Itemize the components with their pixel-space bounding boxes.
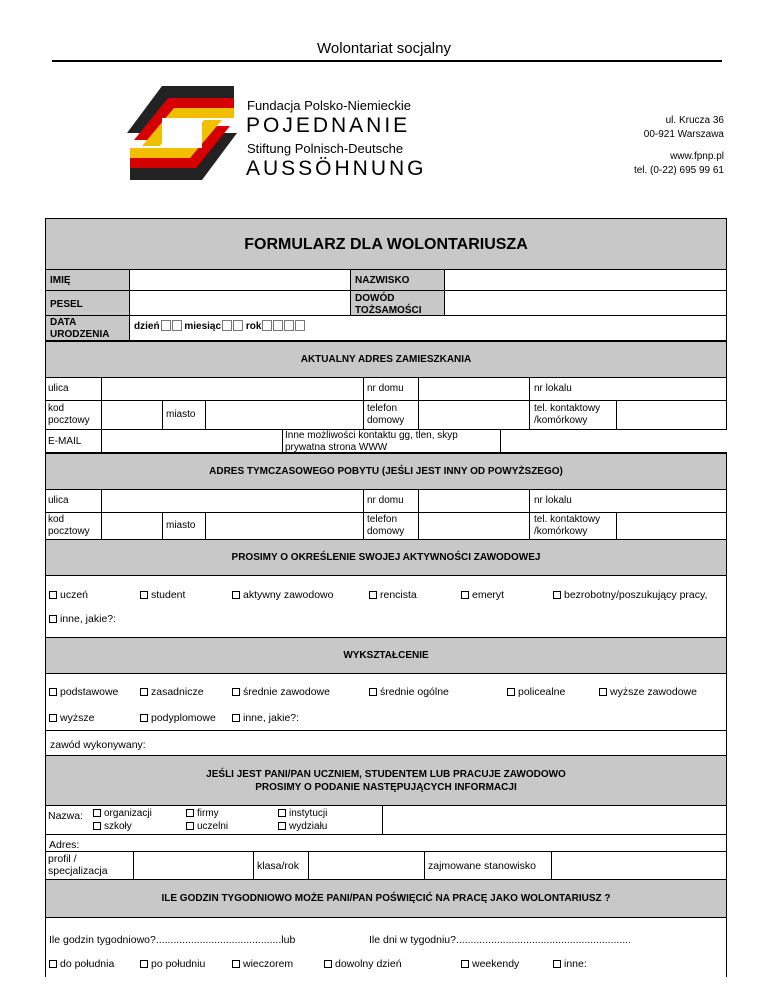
pesel-label: PESEL (50, 299, 83, 310)
checkbox-icon (140, 688, 148, 696)
opt-label: inne, jakie?: (60, 613, 117, 625)
opt-emeryt[interactable] (461, 589, 504, 601)
checkbox-icon (278, 822, 286, 830)
opt-wieczorem[interactable] (232, 958, 293, 970)
year-box[interactable] (273, 320, 283, 331)
opt-label: emeryt (472, 589, 505, 601)
sec2-nrdomu-label: nr domu (367, 495, 404, 506)
header-rule (52, 60, 722, 62)
nazwisko-label: NAZWISKO (355, 275, 410, 286)
checkbox-icon (140, 960, 148, 968)
opt-label: wydziału (289, 821, 328, 832)
sec3-header: PROSIMY O OKREŚLENIE SWOJEJ AKTYWNOŚCI ZAWODOWEJ (45, 539, 727, 576)
opt-label: inne: (564, 958, 587, 970)
profil-field[interactable] (133, 851, 254, 880)
sec1-nrdomu-field[interactable] (418, 377, 530, 401)
sec2-miasto-label: miasto (166, 520, 196, 531)
opt-label: aktywny zawodowo (243, 589, 334, 601)
opt-label: firmy (197, 808, 219, 819)
zawod-field[interactable] (45, 730, 727, 756)
rok-label: rok (245, 321, 262, 332)
sec6-header: ILE GODZIN TYGODNIOWO MOŻE PANI/PAN POŚWIĘCIĆ NA PRACĘ JAKO WOLONTARIUSZ ? (45, 879, 727, 918)
checkbox-icon (49, 591, 57, 599)
dzien-label: dzień (134, 321, 160, 332)
opt-dowolny-dzien[interactable] (324, 958, 402, 970)
sec2-teldom-field[interactable] (418, 512, 530, 540)
address-phone: tel. (0-22) 695 99 61 (633, 165, 724, 176)
checkbox-icon (49, 714, 57, 722)
opt-organizacji[interactable] (93, 808, 152, 819)
sec1-kod-field[interactable] (101, 400, 163, 430)
opt-srednie-zawodowe[interactable] (232, 686, 330, 698)
opt-wydzialu[interactable] (278, 821, 327, 832)
logo-line2: POJEDNANIE (246, 114, 411, 137)
opt-do-poludnia[interactable] (49, 958, 114, 970)
opt-weekendy[interactable] (461, 958, 519, 970)
address-street: ul. Krucza 36 (665, 115, 724, 126)
nazwisko-field[interactable] (444, 269, 727, 291)
opt-label: podstawowe (60, 686, 119, 698)
sec1-telkont-field[interactable] (616, 400, 727, 430)
sec2-kod-field[interactable] (101, 512, 163, 540)
sec1-email-field[interactable] (101, 429, 283, 453)
pesel-label-cell (45, 290, 130, 316)
opt-wyzsze[interactable] (49, 712, 94, 724)
opt-rencista[interactable] (369, 589, 417, 601)
opt-policealne[interactable] (507, 686, 565, 698)
sec1-telkont-label: tel. kontaktowy /komórkowy (534, 403, 601, 426)
opt-wyzsze-zawodowe[interactable] (599, 686, 697, 698)
year-box[interactable] (284, 320, 294, 331)
checkbox-icon (186, 809, 194, 817)
checkbox-icon (553, 960, 561, 968)
sec2-telkont-field[interactable] (616, 512, 727, 540)
opt-label: instytucji (289, 808, 328, 819)
opt-label: student (151, 589, 186, 601)
sec5-title2: PROSIMY O PODANIE NASTĘPUJĄCYCH INFORMACJI (255, 781, 517, 793)
opt-srednie-ogolne[interactable] (369, 686, 449, 698)
miesiac-label: miesiąc (184, 321, 222, 332)
checkbox-icon (49, 688, 57, 696)
opt-label: inne, jakie?: (243, 712, 300, 724)
dni-field[interactable]: Ile dni w tygodniu?............................................................ (369, 934, 632, 946)
logo-line4: AUSSÖHNUNG (246, 157, 427, 180)
opt-label: wyższe zawodowe (610, 686, 697, 698)
checkbox-icon (186, 822, 194, 830)
month-box[interactable] (222, 320, 232, 331)
opt-inne-czas[interactable] (553, 958, 587, 970)
sec1-miasto-label: miasto (166, 409, 196, 420)
sec1-nrlokalu-label: nr lokalu (534, 383, 572, 394)
checkbox-icon (507, 688, 515, 696)
dowod-field[interactable] (444, 290, 727, 316)
checkbox-icon (324, 960, 332, 968)
sec2-telkont-label: tel. kontaktowy /komórkowy (534, 514, 601, 537)
sec1-ulica-label: ulica (48, 383, 69, 394)
opt-podstawowe[interactable] (49, 686, 118, 698)
opt-label: do południa (60, 958, 115, 970)
adres-field[interactable] (45, 834, 727, 852)
opt-label: wyższe (60, 712, 95, 724)
checkbox-icon (369, 591, 377, 599)
stanowisko-field[interactable] (551, 851, 727, 880)
data-ur-label: DATA URODZENIA (50, 317, 110, 340)
checkbox-icon (140, 714, 148, 722)
opt-label: weekendy (472, 958, 520, 970)
dowod-label: DOWÓD TOŻSAMOŚCI (355, 293, 422, 316)
opt-label: organizacji (104, 808, 152, 819)
day-box[interactable] (172, 320, 182, 331)
opt-label: policealne (518, 686, 566, 698)
stanowisko-label: zajmowane stanowisko (428, 860, 536, 872)
sec1-email-label: E-MAIL (48, 436, 82, 447)
sec5-header (45, 755, 727, 806)
sec2-ulica-field[interactable] (101, 489, 364, 513)
opt-label: wieczorem (243, 958, 294, 970)
opt-label: podyplomowe (151, 712, 216, 724)
year-box[interactable] (262, 320, 272, 331)
imie-label: IMIĘ (50, 275, 71, 286)
imie-label-cell (45, 269, 130, 291)
opt-inne-wyksztalcenie[interactable] (232, 712, 299, 724)
logo-line3: Stiftung Polnisch-Deutsche (247, 141, 404, 156)
sec3-body (45, 575, 727, 638)
checkbox-icon (49, 615, 57, 623)
checkbox-icon (93, 822, 101, 830)
sec2-miasto-field[interactable] (205, 512, 364, 540)
zawod-label: zawód wykonywany: (50, 739, 146, 751)
opt-label: dowolny dzień (335, 958, 402, 970)
opt-label: po południu (151, 958, 206, 970)
data-ur-label-cell (45, 315, 130, 341)
dowod-label-cell (350, 290, 445, 316)
opt-aktywny[interactable] (232, 589, 333, 601)
opt-po-poludniu[interactable] (140, 958, 205, 970)
checkbox-icon (232, 591, 240, 599)
birth-date-field (129, 315, 727, 341)
opt-label: zasadnicze (151, 686, 204, 698)
checkbox-icon (93, 809, 101, 817)
checkbox-icon (278, 809, 286, 817)
logo-line1: Fundacja Polsko-Niemieckie (247, 98, 412, 113)
day-box[interactable] (161, 320, 171, 331)
imie-field[interactable] (129, 269, 351, 291)
sec1-kod-label: kod pocztowy (48, 403, 90, 426)
birth-date-parts (134, 320, 305, 333)
checkbox-icon (461, 591, 469, 599)
opt-label: rencista (380, 589, 417, 601)
sec1-teldom-label: telefon domowy (367, 403, 405, 426)
checkbox-icon (461, 960, 469, 968)
nazwa-label: Nazwa: (48, 810, 84, 822)
opt-label: średnie ogólne (380, 686, 449, 698)
sec2-teldom-label: telefon domowy (367, 514, 405, 537)
sec2-kod-label: kod pocztowy (48, 514, 90, 537)
opt-uczelni[interactable] (186, 821, 228, 832)
foundation-address (634, 114, 724, 178)
foundation-logo (122, 78, 242, 188)
sec2-nrlokalu-label: nr lokalu (534, 495, 572, 506)
opt-label: uczeń (60, 589, 89, 601)
checkbox-icon (140, 591, 148, 599)
checkbox-icon (232, 960, 240, 968)
logo-emblem-icon (122, 78, 242, 188)
checkbox-icon (49, 960, 57, 968)
sec2-nrdomu-field[interactable] (418, 489, 530, 513)
opt-instytucji[interactable] (278, 808, 327, 819)
godziny-field[interactable]: Ile godzin tygodniowo?...........................................lub (49, 934, 296, 946)
opt-bezrobotny[interactable] (553, 589, 707, 601)
checkbox-icon (369, 688, 377, 696)
opt-szkoly[interactable] (93, 821, 132, 832)
year-box[interactable] (295, 320, 305, 331)
sec1-miasto-field[interactable] (205, 400, 364, 430)
klasa-label: klasa/rok (257, 860, 300, 872)
sec1-nrdomu-label: nr domu (367, 383, 404, 394)
checkbox-icon (232, 688, 240, 696)
sec1-header: AKTUALNY ADRES ZAMIESZKANIA (45, 341, 727, 378)
sec1-teldom-field[interactable] (418, 400, 530, 430)
checkbox-icon (599, 688, 607, 696)
sec1-ulica-field[interactable] (101, 377, 364, 401)
sec2-ulica-label: ulica (48, 495, 69, 506)
opt-podyplomowe[interactable] (140, 712, 216, 724)
checkbox-icon (232, 714, 240, 722)
sec1-inne-label: Inne możliwości kontaktu gg, tlen, skyp prywatna strona WWW (285, 430, 458, 453)
opt-firmy[interactable] (186, 808, 219, 819)
profil-label: profil / specjalizacja (48, 853, 108, 877)
month-box[interactable] (233, 320, 243, 331)
address-web: www.fpnp.pl (670, 151, 724, 162)
opt-inne-aktywnosc[interactable] (49, 613, 116, 625)
opt-uczen[interactable] (49, 589, 88, 601)
nazwisko-label-cell (350, 269, 445, 291)
pesel-field[interactable] (129, 290, 351, 316)
opt-label: średnie zawodowe (243, 686, 330, 698)
opt-student[interactable] (140, 589, 185, 601)
klasa-field[interactable] (308, 851, 425, 880)
opt-label: uczelni (197, 821, 229, 832)
form-title: FORMULARZ DLA WOLONTARIUSZA (244, 236, 528, 253)
sec2-header: ADRES TYMCZASOWEGO POBYTU (JEŚLI JEST INNY OD POWYŻSZEGO) (45, 453, 727, 490)
address-city: 00-921 Warszawa (643, 129, 724, 140)
opt-label: bezrobotny/poszukujący pracy, (564, 589, 708, 601)
sec5-title1: JEŚLI JEST PANI/PAN UCZNIEM, STUDENTEM LUB PRACUJE ZAWODOWO (206, 768, 566, 780)
opt-label: szkoły (104, 821, 132, 832)
adres-label: Adres: (49, 839, 80, 851)
checkbox-icon (553, 591, 561, 599)
document-header-title: Wolontariat socjalny (317, 40, 451, 57)
sec4-header: WYKSZTAŁCENIE (45, 637, 727, 674)
opt-zasadnicze[interactable] (140, 686, 204, 698)
